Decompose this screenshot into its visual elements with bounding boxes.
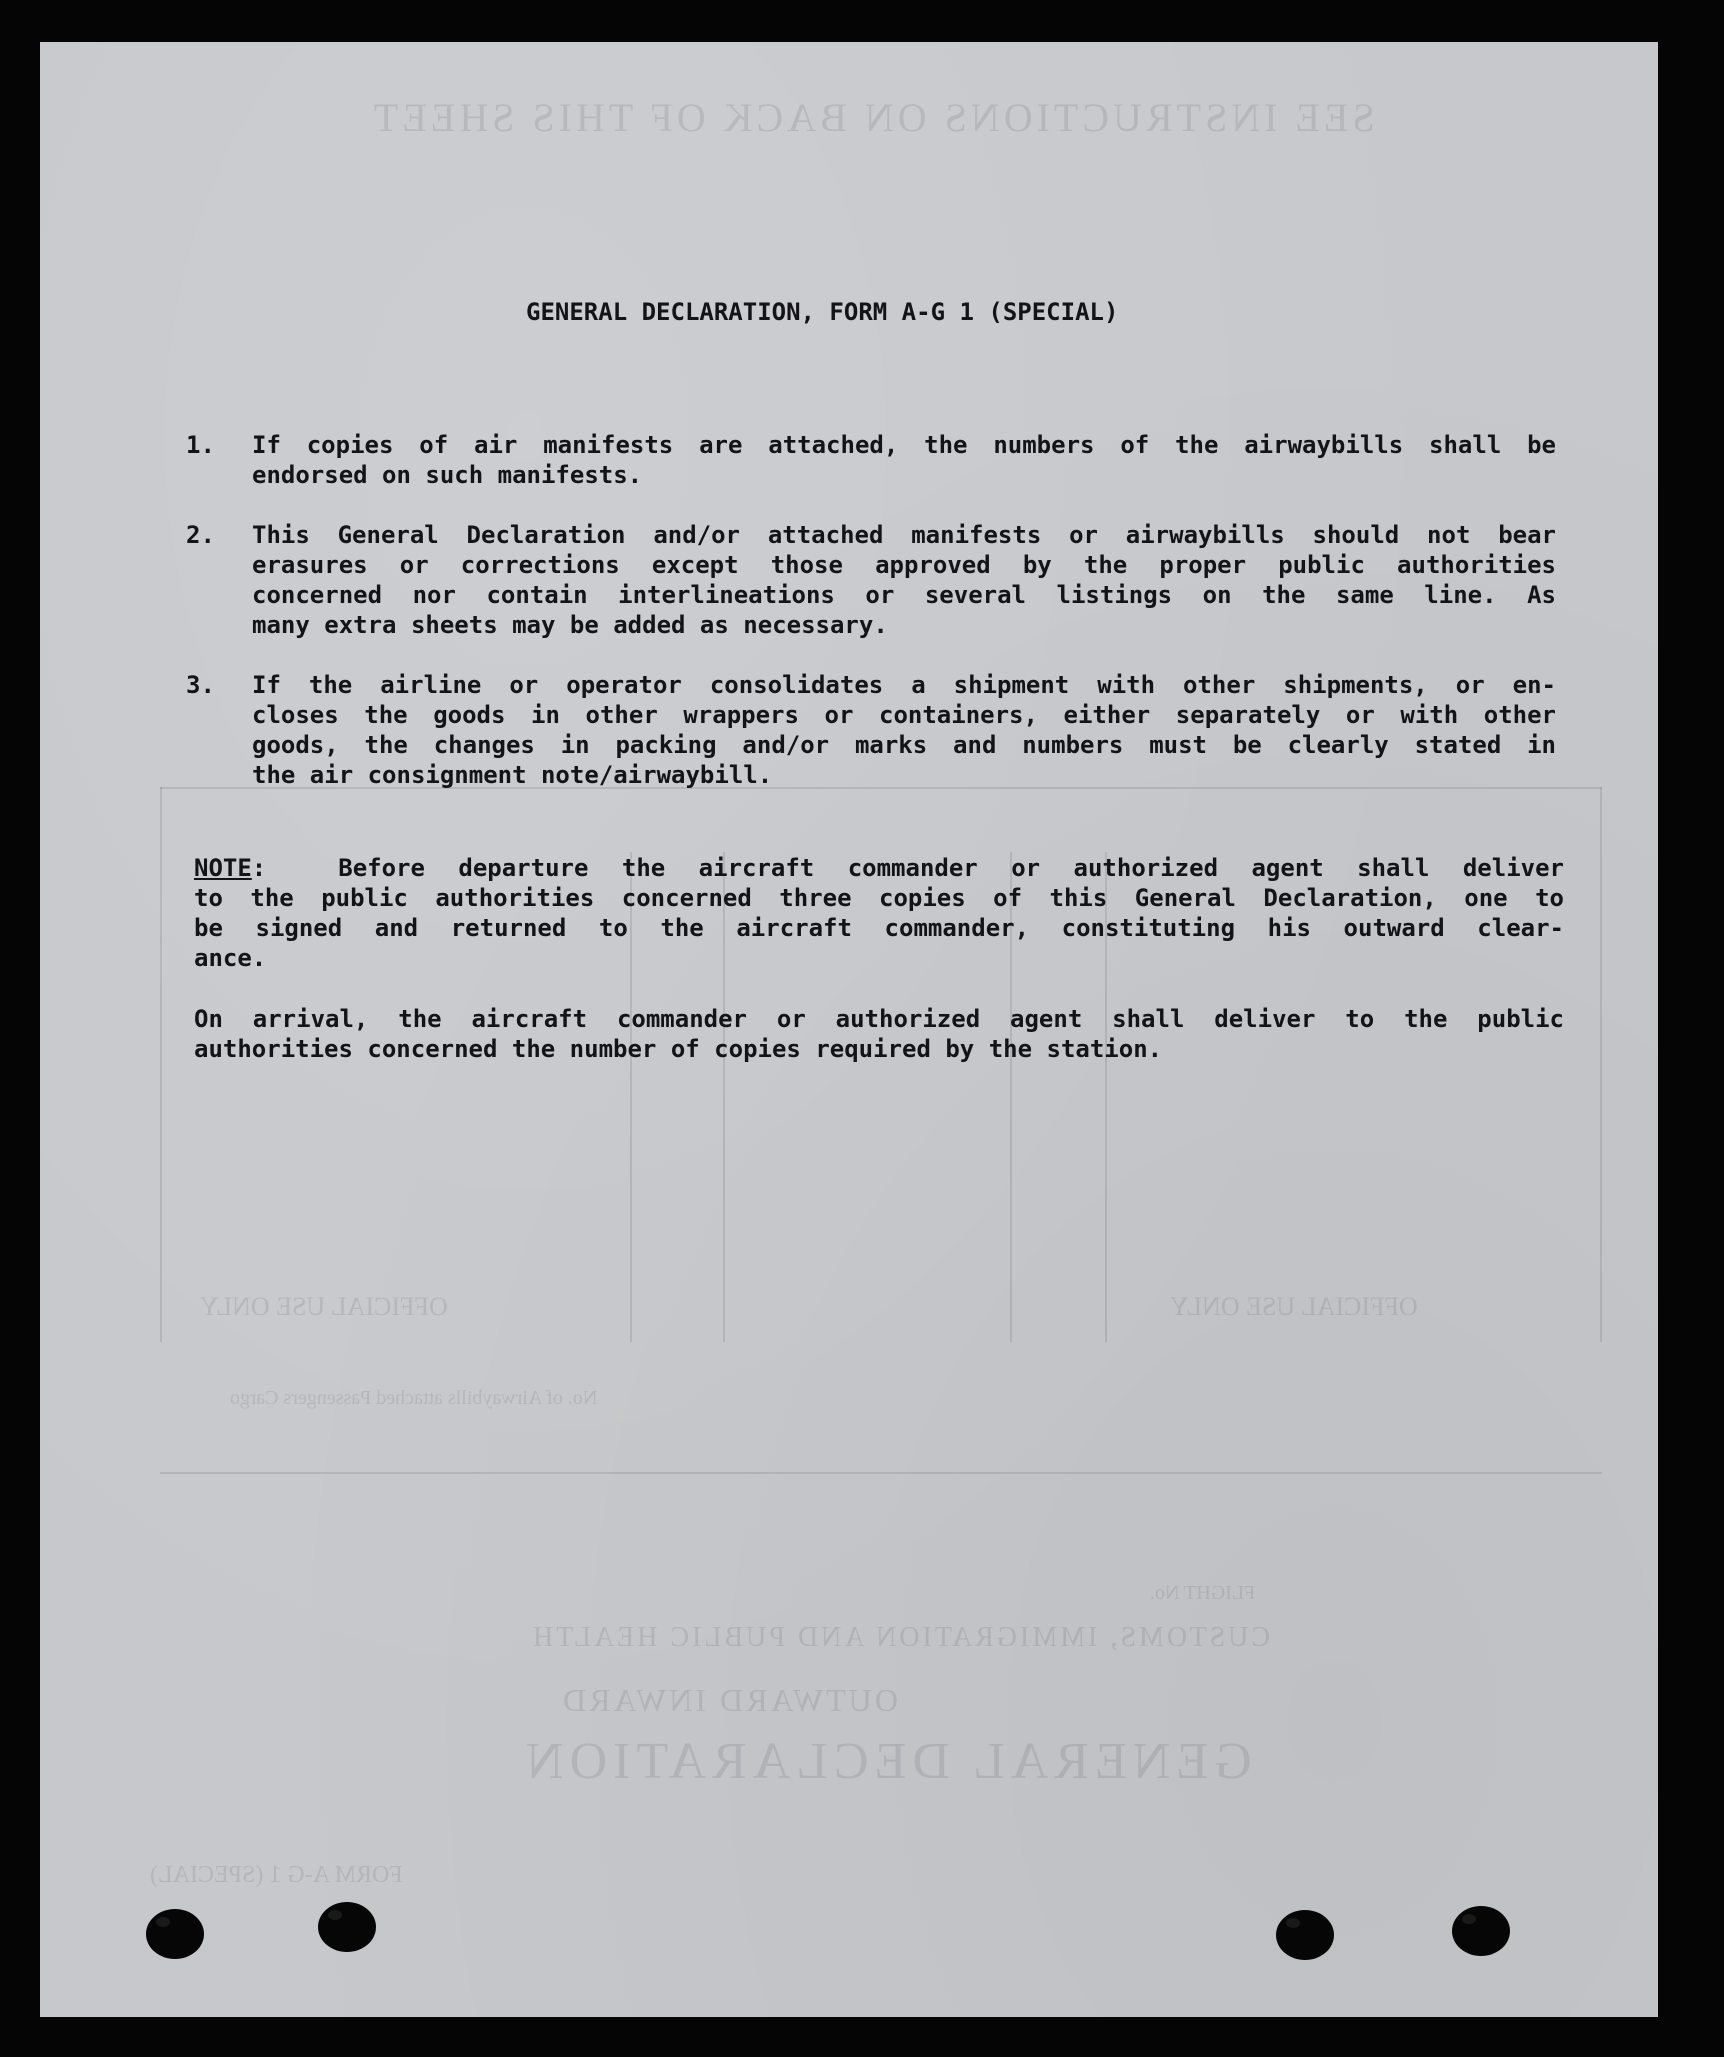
item-line: closes the goods in other wrappers or containers, either separately or with other [252, 701, 1556, 729]
document-page [40, 42, 1658, 2017]
arrival-line: authorities concerned the number of copies required by the station. [194, 1035, 1163, 1063]
item-line: This General Declaration and/or attached manifests or airwaybills should not bear [252, 521, 1556, 549]
item-line: erasures or corrections except those approved by the proper public authorities [252, 551, 1556, 579]
document-title: GENERAL DECLARATION, FORM A-G 1 (SPECIAL) [526, 298, 1119, 326]
show-through-agencies: CUSTOMS, IMMIGRATION AND PUBLIC HEALTH [530, 1622, 1271, 1653]
show-through-row-labels: No. of Airwaybills attached Passengers Cargo [230, 1387, 598, 1409]
show-through-official-right: OFFICIAL USE ONLY [1170, 1292, 1418, 1321]
note-line: be signed and returned to the aircraft commander, constituting his outward clear- [194, 914, 1564, 942]
item-number: 3. [186, 671, 215, 699]
item-number: 1. [186, 431, 215, 459]
show-through-official-left: OFFICIAL USE ONLY [200, 1292, 448, 1321]
punch-hole-icon [1452, 1906, 1510, 1956]
item-text [252, 670, 1556, 790]
note-line: ance. [194, 944, 267, 972]
item-line: If copies of air manifests are attached, the numbers of the airwaybills shall be [252, 431, 1556, 459]
item-line: If the airline or operator consolidates a shipment with other shipments, or en- [252, 671, 1556, 699]
item-text [252, 430, 1556, 490]
item-line: concerned nor contain interlineations or several listings on the same line. As [252, 581, 1556, 609]
show-through-form-number: FORM A-G 1 (SPECIAL) [150, 1862, 403, 1888]
show-through-subtitle: OUTWARD INWARD [560, 1682, 898, 1718]
show-through-title: GENERAL DECLARATION [520, 1733, 1252, 1790]
show-through-heading: SEE INSTRUCTIONS ON BACK OF THIS SHEET [370, 95, 1375, 140]
item-line: the air consignment note/airwaybill. [252, 761, 773, 789]
item-number: 2. [186, 521, 215, 549]
show-through-rule-left [160, 787, 162, 1342]
show-through-rule-lower [160, 1472, 1602, 1474]
punch-hole-icon [318, 1902, 376, 1952]
punch-hole-icon [146, 1909, 204, 1959]
arrival-paragraph [194, 1004, 1564, 1064]
note-line: to the public authorities concerned three copies of this General Declaration, one to [194, 884, 1564, 912]
punch-hole-icon [1276, 1910, 1334, 1960]
item-line: goods, the changes in packing and/or marks and numbers must be clearly stated in [252, 731, 1556, 759]
note-paragraph [194, 853, 1564, 973]
note-label: NOTE [194, 854, 252, 882]
note-colon: : [251, 854, 267, 882]
note-line: Before departure the aircraft commander or authorized agent shall deliver [338, 854, 1564, 882]
item-line: many extra sheets may be added as necessary. [252, 611, 888, 639]
show-through-rule-right [1600, 787, 1602, 1342]
item-line: endorsed on such manifests. [252, 461, 643, 489]
arrival-line: On arrival, the aircraft commander or authorized agent shall deliver to the public [194, 1005, 1564, 1033]
note-first-line [194, 853, 1564, 883]
item-text [252, 520, 1556, 640]
show-through-flight-label: FLIGHT No. [1150, 1582, 1256, 1604]
